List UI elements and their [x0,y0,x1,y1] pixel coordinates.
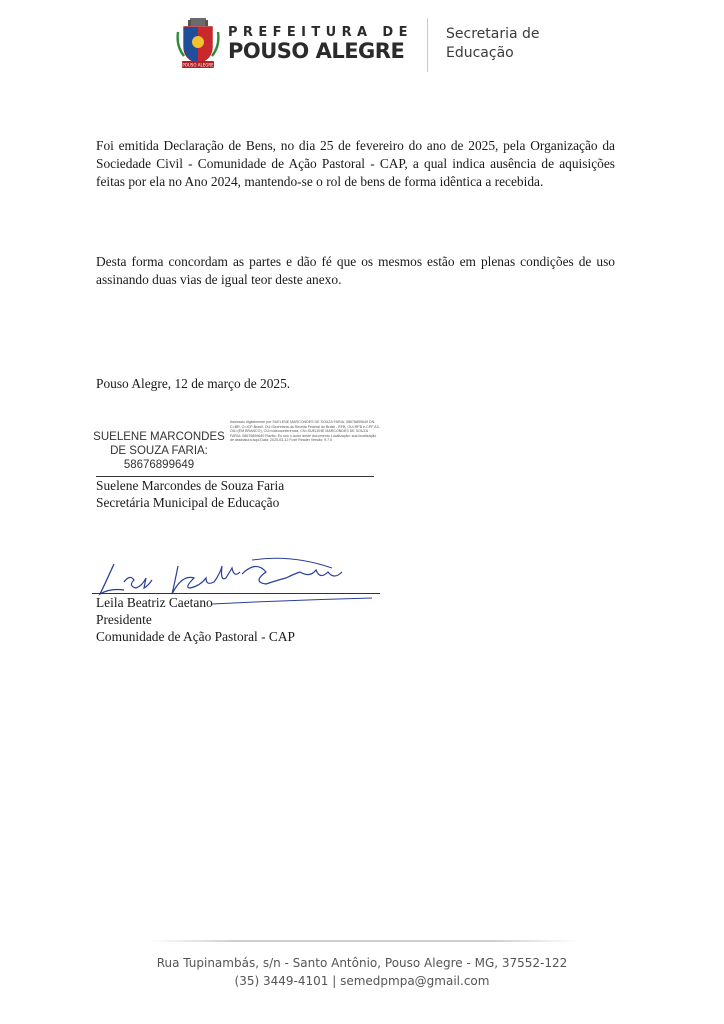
signer2-details [96,594,295,645]
place-date: Pouso Alegre, 12 de março de 2025. [96,376,291,391]
department-line1: Secretaria de [446,26,540,42]
digital-signer-name [86,430,232,472]
digital-signer-cpf: 58676899649 [123,459,195,471]
signer1-role: Secretária Municipal de Educação [96,495,280,510]
letterhead [174,16,554,76]
department-line2: Educação [446,45,514,61]
paragraph-agreement: Desta forma concordam as partes e dão fé que os mesmos estão em plenas condições de uso assinando duas vias de igual teor deste anexo. [96,254,615,287]
signer2-name: Leila Beatriz Caetano [96,595,213,610]
footer-address: Rua Tupinambás, s/n - Santo Antônio, Pouso Alegre - MG, 37552-122 [156,956,568,970]
footer-contact: (35) 3449-4101 | semedpmpa@gmail.com [234,974,490,988]
footer-divider [148,940,580,942]
brand-line2: POUSO ALEGRE [228,39,405,63]
signer1-name: Suelene Marcondes de Souza Faria [96,478,285,493]
signer2-role: Presidente [96,612,152,627]
signer1-details [96,477,284,511]
digital-signer-name-text: SUELENE MARCONDES DE SOUZA FARIA: [93,431,225,457]
digital-signature-metadata: Assinado digitalmente por SUELENE MARCONDES DE SOUZA FARIA: 58676899649 DN: C=BR, O=ICP-Brasil, OU=Secretaria da Receita Federal do Brasil - RFB, OU=RFB e-CPF A3, OU=(EM BRANCO), OU=videoconferencia, CN=SUELENE MARCONDES DE SOUZA FARIA: 58676899649 Razão: Eu sou o autor deste documento Localização: sua localização de assinatura aqui Data: 2025-03-12 Foxit Reader Versão: 9.7.0 [230,420,380,443]
header-divider [427,18,428,72]
crest-ribbon-text: POUSO ALEGRE [182,62,214,68]
signer2-organization: Comunidade de Ação Pastoral - CAP [96,629,295,644]
brand-line1: PREFEITURA DE [228,25,413,40]
digital-signature-stamp [86,420,380,476]
paragraph-declaration: Foi emitida Declaração de Bens, no dia 25 de fevereiro do ano de 2025, pela Organização da Sociedade Civil - Comunidade de Ação Pastoral - CAP, a qual indica ausência de aquisições feitas por ela no Ano 2024, mantendo-se o rol de bens de forma idêntica a recebida. [96,138,615,189]
city-crest-icon [176,18,220,70]
